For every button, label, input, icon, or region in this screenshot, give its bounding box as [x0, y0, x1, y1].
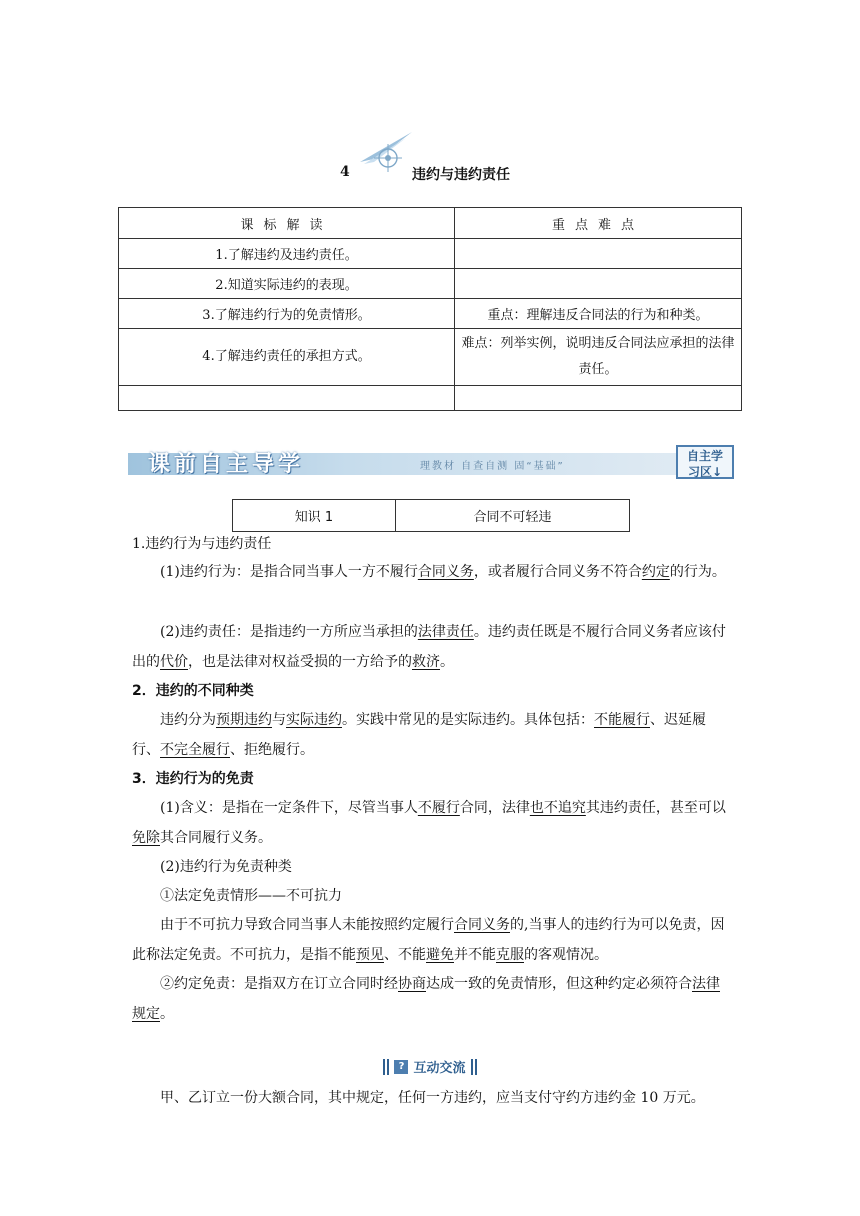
interaction-text: 甲、乙订立一份大额合同，其中规定，任何一方违约，应当支付守约方违约金 10 万元。 [160, 1090, 705, 1106]
underlined-term: 不能履行 [594, 712, 650, 728]
underlined-term: 预见 [356, 947, 384, 963]
underlined-term: 预期违约 [216, 712, 272, 728]
heading-bar [471, 1059, 473, 1075]
knowledge-table [232, 499, 630, 532]
section-2-title: 2．违约的不同种类 [132, 683, 254, 699]
paragraph-force-majeure-title: ①法定免责情形——不可抗力 [160, 888, 342, 904]
table-header-row [119, 208, 742, 239]
table-cell: 3.了解违约行为的免责情形。 [119, 299, 455, 329]
table-row [119, 329, 742, 386]
text-span: 的行为。 [669, 564, 726, 580]
badge-line-2: 习区 [687, 465, 712, 479]
paragraph-exemption-meaning [132, 793, 732, 853]
table-cell: 重点：理解违反合同法的行为和种类。 [455, 299, 742, 329]
text-span: 达成一致的免责情形，但这种约定必须符合 [426, 976, 692, 992]
paragraph-breach-liability [132, 617, 732, 677]
text-span: 。违约责任既是不履行合同义务者应该付出的 [132, 624, 726, 670]
page-title-row [0, 160, 860, 188]
knowledge-title: 合同不可轻违 [396, 500, 630, 532]
paragraph-force-majeure [132, 910, 732, 970]
text-span: (2)违约责任：是指违约一方所应当承担的 [160, 624, 418, 640]
paragraph-agreed-exemption [132, 969, 732, 1029]
text-span: 。 [440, 654, 454, 670]
underlined-term: 协商 [398, 976, 426, 992]
table-cell [455, 269, 742, 299]
underlined-term: 不完全履行 [160, 742, 230, 758]
text-span: ，也是法律对权益受损的一方给予的 [188, 654, 412, 670]
table-row [119, 239, 742, 269]
interaction-heading-box [382, 1057, 477, 1076]
column-header-standards: 课标解读 [119, 208, 455, 239]
heading-bar [387, 1059, 389, 1075]
table-cell: 难点：列举实例，说明违反合同法应承担的法律责任。 [455, 329, 742, 386]
text-span: 与 [272, 712, 286, 728]
underlined-term: 免除 [132, 830, 160, 846]
section-banner [128, 443, 738, 481]
underlined-term: 约定 [641, 564, 670, 580]
text-span: 、不能 [384, 947, 426, 963]
self-study-badge [676, 445, 734, 479]
heading-bar [383, 1059, 385, 1075]
section-3-title: 3．违约行为的免责 [132, 771, 254, 787]
text-span: ②约定免责：是指双方在订立合同时经 [160, 976, 398, 992]
table-row [119, 299, 742, 329]
text-span: (1)违约行为：是指合同当事人一方不履行 [160, 564, 418, 580]
banner-subtitle: 理教材 自查自测 固“基础” [420, 461, 565, 472]
page-title: 违约与违约责任 [412, 167, 510, 183]
text-span: (1)含义：是指在一定条件下，尽管当事人 [160, 800, 418, 816]
table-row [119, 269, 742, 299]
paragraph-breach-types [132, 705, 732, 765]
lesson-number: 4 [340, 164, 350, 180]
column-header-focus: 重点难点 [455, 208, 742, 239]
objectives-table [118, 207, 742, 411]
arrow-down-icon: ↓ [711, 465, 723, 479]
underlined-term: 克服 [496, 947, 524, 963]
paragraph-exemption-types: (2)违约行为免责种类 [160, 859, 292, 875]
interaction-title: 互动交流 [413, 1061, 466, 1076]
text-span: 合同，法律 [459, 800, 530, 816]
table-cell: 1.了解违约及违约责任。 [119, 239, 455, 269]
underlined-term: 代价 [160, 654, 188, 670]
underlined-term: 避免 [426, 947, 454, 963]
text-span: 并不能 [454, 947, 496, 963]
heading-bar [475, 1059, 477, 1075]
table-cell: 2.知道实际违约的表现。 [119, 269, 455, 299]
text-span: 的,当事人的违约行为可以免责，因此称法定免责。不可抗力，是指不能 [132, 917, 725, 963]
banner-title: 课前自主导学 [148, 452, 305, 477]
underlined-term: 合同义务 [454, 917, 510, 933]
text-span: ，或者履行合同义务不符合 [473, 564, 642, 580]
underlined-term: 不履行 [417, 800, 460, 816]
text-span: 违约分为 [160, 712, 216, 728]
text-span: 的客观情况。 [524, 947, 608, 963]
knowledge-label: 知识 1 [233, 500, 396, 532]
text-span: 、拒绝履行。 [230, 742, 314, 758]
underlined-term: 法律责任 [417, 624, 474, 640]
table-cell [119, 386, 455, 411]
text-span: 由于不可抗力导致合同当事人未能按照约定履行 [160, 917, 454, 933]
badge-line-1: 自主学 [686, 449, 723, 463]
underlined-term: 法律规定 [132, 976, 720, 1022]
text-span: 、迟延履行、 [132, 712, 706, 758]
text-span: 。 [160, 1006, 174, 1022]
table-row [119, 386, 742, 411]
text-span: 。实践中常见的是实际违约。具体包括： [342, 712, 594, 728]
text-span: 其合同履行义务。 [160, 830, 272, 846]
table-cell [455, 239, 742, 269]
underlined-term: 合同义务 [417, 564, 474, 580]
table-cell: 4.了解违约责任的承担方式。 [119, 329, 455, 386]
underlined-term: 实际违约 [286, 712, 342, 728]
underlined-term: 救济 [412, 654, 440, 670]
table-cell [455, 386, 742, 411]
underlined-term: 也不追究 [529, 800, 586, 816]
table-row [233, 500, 630, 532]
interaction-heading [0, 1057, 860, 1079]
text-span: 其违约责任，甚至可以 [585, 800, 726, 816]
question-icon: ? [394, 1060, 408, 1074]
paragraph-breach-act [132, 557, 732, 587]
section-1-title: 1.违约行为与违约责任 [132, 536, 272, 552]
